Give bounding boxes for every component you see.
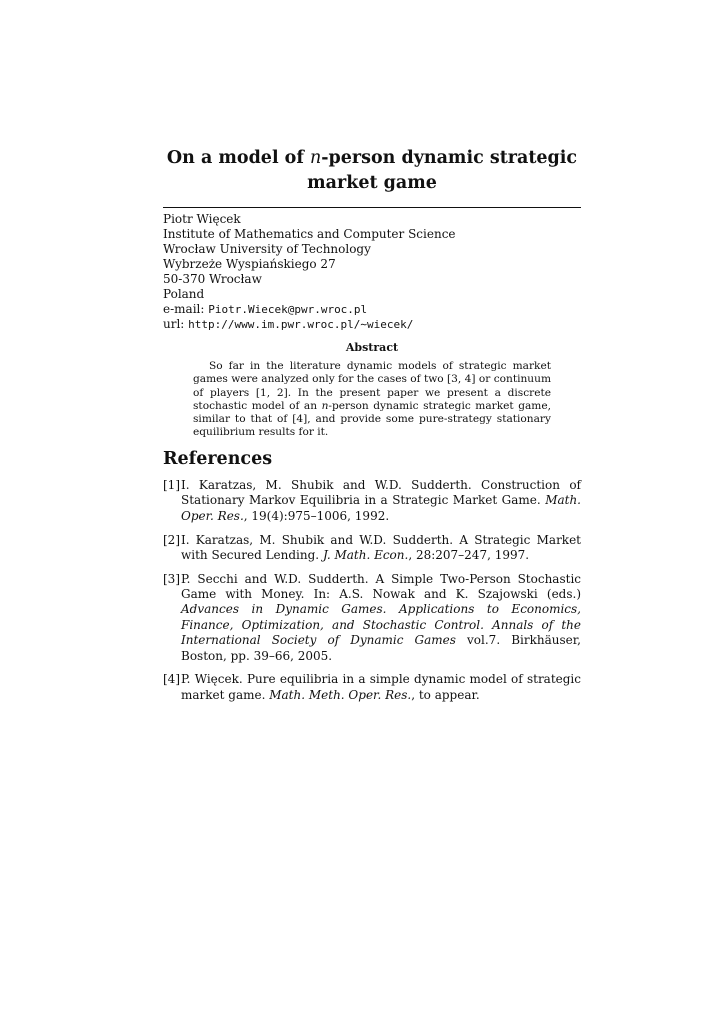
reference-venue: Math. Oper. Res. — [181, 493, 581, 523]
reference-details: , 19(4):975–1006, 1992. — [243, 508, 390, 523]
url-label: url: — [163, 317, 189, 331]
url-link[interactable]: http://www.im.pwr.wroc.pl/∼wiecek/ — [188, 318, 414, 331]
reference-details: , 28:207–247, 1997. — [408, 547, 530, 562]
author-block — [163, 212, 581, 332]
reference-number: [4] — [163, 672, 180, 687]
reference-venue: J. Math. Econ. — [322, 547, 409, 562]
reference-authors: I. Karatzas, M. Shubik and W.D. Sudderth. A Strategic Market with Secured Lending. — [181, 532, 581, 562]
title-text-line2: market game — [307, 173, 437, 193]
author-url-line — [163, 317, 581, 332]
abstract-variable: n — [321, 399, 329, 412]
reference-item — [163, 572, 581, 664]
paper-title — [163, 146, 581, 196]
author-street: Wybrzeże Wyspiańskiego 27 — [163, 257, 336, 271]
title-text-part2: -person dynamic strategic — [321, 148, 578, 168]
abstract-text-part2: -person dynamic strategic market game, similar to that of [4], and provide some pure-strategy stationary equilibrium results for it. — [193, 399, 551, 439]
author-institute: Institute of Mathematics and Computer Science — [163, 227, 456, 241]
author-university: Wrocław University of Technology — [163, 242, 371, 256]
references-heading: References — [163, 449, 273, 469]
title-variable: n — [309, 148, 322, 168]
reference-details: vol.7. Birkhäuser, Boston, pp. 39–66, 2005. — [181, 633, 581, 663]
reference-authors: P. Secchi and W.D. Sudderth. A Simple Two-Person Stochastic Game with Money. In: A.S. Nowak and K. Szajowski (eds.) — [181, 571, 581, 602]
reference-details: , to appear. — [411, 687, 480, 702]
email-label: e-mail: — [163, 302, 209, 316]
reference-number: [3] — [163, 571, 180, 586]
references-list — [163, 478, 581, 711]
title-text-part1: On a model of — [166, 148, 310, 168]
author-city: 50-370 Wrocław — [163, 272, 262, 286]
email-link[interactable]: Piotr.Wiecek@pwr.wroc.pl — [208, 303, 368, 316]
reference-item — [163, 672, 581, 703]
author-email-line — [163, 302, 581, 317]
author-country: Poland — [163, 287, 205, 301]
reference-venue: Advances in Dynamic Games. Applications to Economics, Finance, Optimization, and Stochastic Control. Annals of the International Society of Dynamic Games — [181, 602, 581, 648]
reference-number: [1] — [163, 478, 180, 492]
reference-item — [163, 478, 581, 524]
reference-item — [163, 533, 581, 564]
reference-authors: I. Karatzas, M. Shubik and W.D. Sudderth. Construction of Stationary Markov Equilibria in a Strategic Market Game. — [181, 478, 581, 508]
reference-number: [2] — [163, 532, 180, 547]
author-name: Piotr Więcek — [163, 212, 241, 226]
title-divider — [163, 207, 581, 208]
abstract-heading: Abstract — [345, 341, 399, 354]
abstract-body — [193, 360, 551, 440]
reference-authors: P. Więcek. Pure equilibria in a simple dynamic model of strategic market game. — [181, 672, 581, 702]
reference-venue: Math. Meth. Oper. Res. — [269, 687, 412, 702]
abstract-text-part1: So far in the literature dynamic models of strategic market games were analyzed only for the cases of two [3, 4] or continuum of players [1, 2]. In the present paper we present a discrete stochastic model of an — [193, 360, 551, 412]
